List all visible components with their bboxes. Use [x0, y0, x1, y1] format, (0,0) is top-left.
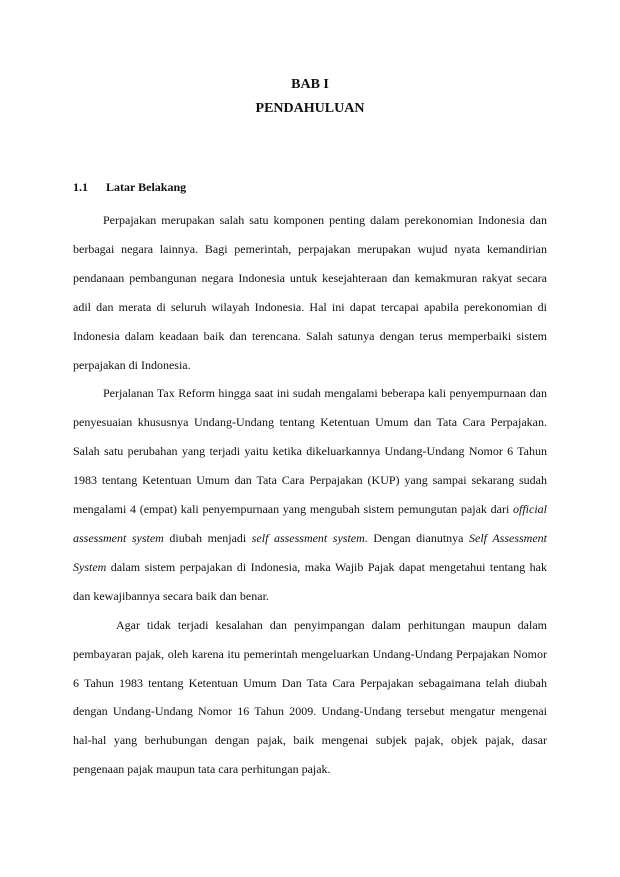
body-text [73, 206, 547, 784]
paragraph-2 [73, 379, 547, 610]
paragraph-text: Agar tidak terjadi kesalahan dan penyimpangan dalam perhitungan maupun dalam pembayaran pajak, oleh karena itu pemerintah mengeluarkan Undang-Undang Perpajakan Nomor 6 Tahun 1983 tentang Ketentuan Umum Dan Tata Cara Perpajakan sebagaimana telah diubah dengan Undang-Undang Nomor 16 Tahun 2009. Undang-Undang tersebut mengatur mengenai hal-hal yang berhubungan dengan pajak, baik mengenai subjek pajak, objek pajak, dasar pengenaan pajak maupun tata cara perhitungan pajak. [73, 617, 547, 777]
chapter-label: BAB I [291, 77, 329, 92]
paragraph-text: Perpajakan merupakan salah satu komponen penting dalam perekonomian Indonesia dan berbagai negara lainnya. Bagi pemerintah, perpajakan merupakan wujud nyata kemandirian pendanaan pembangunan negara Indonesia untuk kesejahteraan dan kemakmuran rakyat secara adil dan merata di seluruh wilayah Indonesia. Hal ini dapat tercapai apabila perekonomian di Indonesia dalam keadaan baik dan terencana. Salah satunya dengan terus memperbaiki sistem perpajakan di Indonesia. [73, 213, 547, 372]
paragraph-text: Dengan dianutnya [367, 530, 470, 545]
section-heading [73, 180, 186, 195]
section-title: Latar Belakang [106, 180, 187, 194]
paragraph-text: diubah menjadi [163, 530, 252, 545]
paragraph-3 [73, 611, 547, 784]
italic-term: official assessment system [73, 502, 547, 545]
paragraph-text: dalam sistem perpajakan di Indonesia, maka Wajib Pajak dapat mengetahui tentang hak dan kewajibannya secara baik dan benar. [73, 559, 547, 603]
italic-term: self assessment system. [251, 530, 368, 545]
paragraph-1 [73, 206, 547, 379]
section-number: 1.1 [73, 180, 88, 194]
italic-term: Self Assessment System [73, 530, 547, 574]
paragraph-text: Perjalanan Tax Reform hingga saat ini sudah mengalami beberapa kali penyempurnaan dan penyesuaian khususnya Undang-Undang tentang Ketentuan Umum dan Tata Cara Perpajakan. Salah satu perubahan yang terjadi yaitu ketika dikeluarkannya Undang-Undang Nomor 6 Tahun 1983 tentang Ketentuan Umum dan Tata Cara Perpajakan (KUP) yang sampai sekarang sudah mengalami 4 (empat) kali penyempurnaan yang mengubah sistem pemungutan pajak dari [73, 386, 547, 517]
chapter-title: PENDAHULUAN [255, 101, 365, 116]
